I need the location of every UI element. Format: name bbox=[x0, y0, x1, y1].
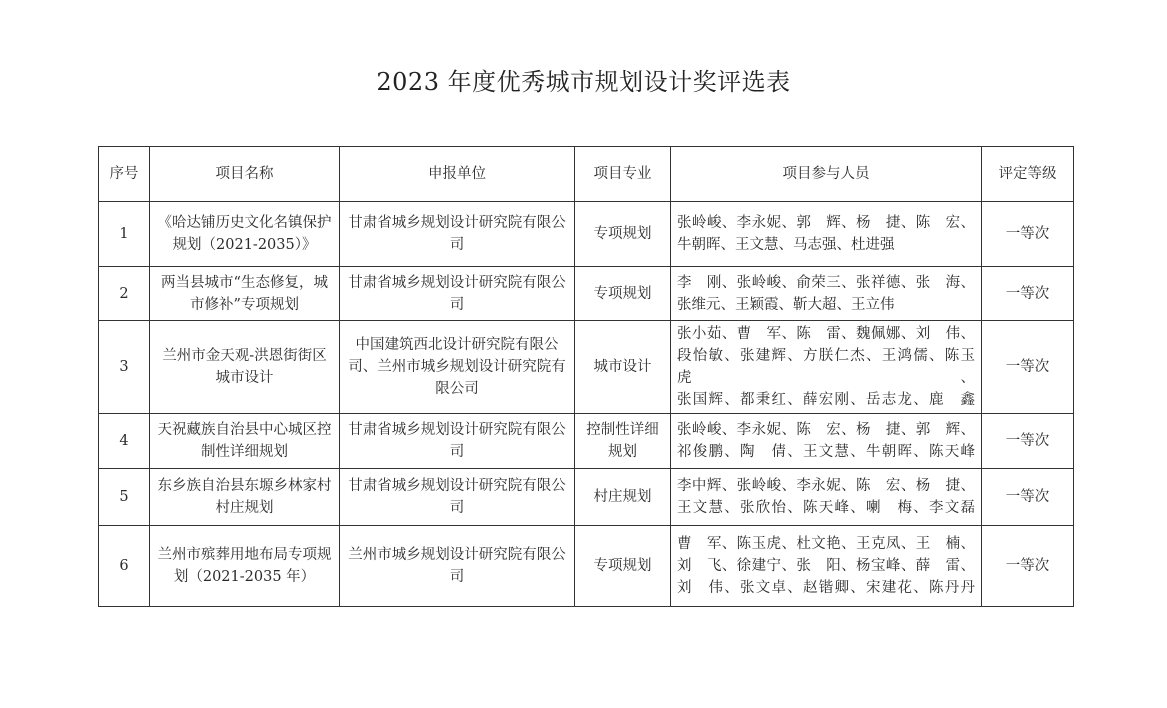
cell-project-name: 《哈达铺历史文化名镇保护规划（2021-2035）》 bbox=[150, 202, 340, 267]
header-members: 项目参与人员 bbox=[671, 147, 982, 202]
cell-project-name: 两当县城市“生态修复，城市修补”专项规划 bbox=[150, 267, 340, 321]
cell-project-name: 兰州市金天观-洪恩街街区城市设计 bbox=[150, 321, 340, 414]
cell-grade: 一等次 bbox=[982, 267, 1074, 321]
cell-grade: 一等次 bbox=[982, 469, 1074, 526]
cell-unit: 中国建筑西北设计研究院有限公司、兰州市城乡规划设计研究院有限公司 bbox=[340, 321, 575, 414]
cell-grade: 一等次 bbox=[982, 202, 1074, 267]
cell-index: 3 bbox=[99, 321, 150, 414]
award-selection-table bbox=[98, 146, 1074, 607]
cell-specialty: 专项规划 bbox=[575, 202, 671, 267]
cell-project-name: 兰州市殡葬用地布局专项规划（2021-2035 年） bbox=[150, 526, 340, 607]
members-line: 李 刚、张岭峻、俞荣三、张祥德、张 海、 bbox=[677, 274, 975, 291]
cell-members bbox=[671, 267, 982, 321]
page-title: 2023 年度优秀城市规划设计奖评选表 bbox=[376, 68, 791, 96]
table-row bbox=[99, 202, 1074, 267]
members-line: 张小茹、曹 军、陈 雷、魏佩娜、刘 伟、 bbox=[677, 326, 975, 342]
cell-members bbox=[671, 526, 982, 607]
header-project-name: 项目名称 bbox=[150, 147, 340, 202]
header-specialty: 项目专业 bbox=[575, 147, 671, 202]
members-line: 刘 飞、徐建宁、张 阳、杨宝峰、薛 雷、 bbox=[677, 558, 975, 574]
members-line: 牛朝晖、王文慧、马志强、杜进强 bbox=[677, 237, 895, 253]
cell-index: 1 bbox=[99, 202, 150, 267]
table-row bbox=[99, 469, 1074, 526]
table-header-row bbox=[99, 147, 1074, 202]
cell-unit: 甘肃省城乡规划设计研究院有限公司 bbox=[340, 202, 575, 267]
cell-unit: 兰州市城乡规划设计研究院有限公司 bbox=[340, 526, 575, 607]
cell-grade: 一等次 bbox=[982, 526, 1074, 607]
cell-index: 6 bbox=[99, 526, 150, 607]
cell-unit: 甘肃省城乡规划设计研究院有限公司 bbox=[340, 414, 575, 469]
table-row bbox=[99, 267, 1074, 321]
cell-members bbox=[671, 321, 982, 414]
cell-members bbox=[671, 469, 982, 526]
cell-members bbox=[671, 202, 982, 267]
cell-project-name: 天祝藏族自治县中心城区控制性详细规划 bbox=[150, 414, 340, 469]
cell-unit: 甘肃省城乡规划设计研究院有限公司 bbox=[340, 267, 575, 321]
members-line: 张维元、王颖霞、靳大超、王立伟 bbox=[677, 296, 895, 313]
cell-index: 2 bbox=[99, 267, 150, 321]
members-line: 曹 军、陈玉虎、杜文艳、王克凤、王 楠、 bbox=[677, 536, 975, 552]
cell-specialty: 专项规划 bbox=[575, 526, 671, 607]
cell-specialty: 专项规划 bbox=[575, 267, 671, 321]
header-index: 序号 bbox=[99, 147, 150, 202]
cell-index: 4 bbox=[99, 414, 150, 469]
cell-grade: 一等次 bbox=[982, 414, 1074, 469]
members-line: 张国辉、都秉红、薛宏刚、岳志龙、鹿 鑫 bbox=[677, 392, 975, 408]
members-line: 张岭峻、李永妮、郭 辉、杨 捷、陈 宏、 bbox=[677, 215, 975, 231]
members-line: 李中辉、张岭峻、李永妮、陈 宏、杨 捷、 bbox=[677, 478, 975, 494]
cell-specialty: 控制性详细规划 bbox=[575, 414, 671, 469]
cell-members bbox=[671, 414, 982, 469]
table-row bbox=[99, 526, 1074, 607]
table-row bbox=[99, 321, 1074, 414]
cell-specialty: 村庄规划 bbox=[575, 469, 671, 526]
members-line: 段怡敏、张建辉、方朕仁杰、王鸿儒、陈玉虎、 bbox=[677, 348, 975, 386]
header-grade: 评定等级 bbox=[982, 147, 1074, 202]
members-line: 祁俊鹏、陶 倩、王文慧、牛朝晖、陈天峰 bbox=[677, 444, 975, 460]
cell-project-name: 东乡族自治县东塬乡林家村村庄规划 bbox=[150, 469, 340, 526]
cell-grade: 一等次 bbox=[982, 321, 1074, 414]
members-line: 张岭峻、李永妮、陈 宏、杨 捷、郭 辉、 bbox=[677, 422, 975, 438]
members-line: 刘 伟、张文卓、赵锴卿、宋建花、陈丹丹 bbox=[677, 580, 975, 596]
members-line: 王文慧、张欣怡、陈天峰、喇 梅、李文磊 bbox=[677, 500, 975, 516]
table-row bbox=[99, 414, 1074, 469]
cell-specialty: 城市设计 bbox=[575, 321, 671, 414]
cell-index: 5 bbox=[99, 469, 150, 526]
header-unit: 申报单位 bbox=[340, 147, 575, 202]
cell-unit: 甘肃省城乡规划设计研究院有限公司 bbox=[340, 469, 575, 526]
